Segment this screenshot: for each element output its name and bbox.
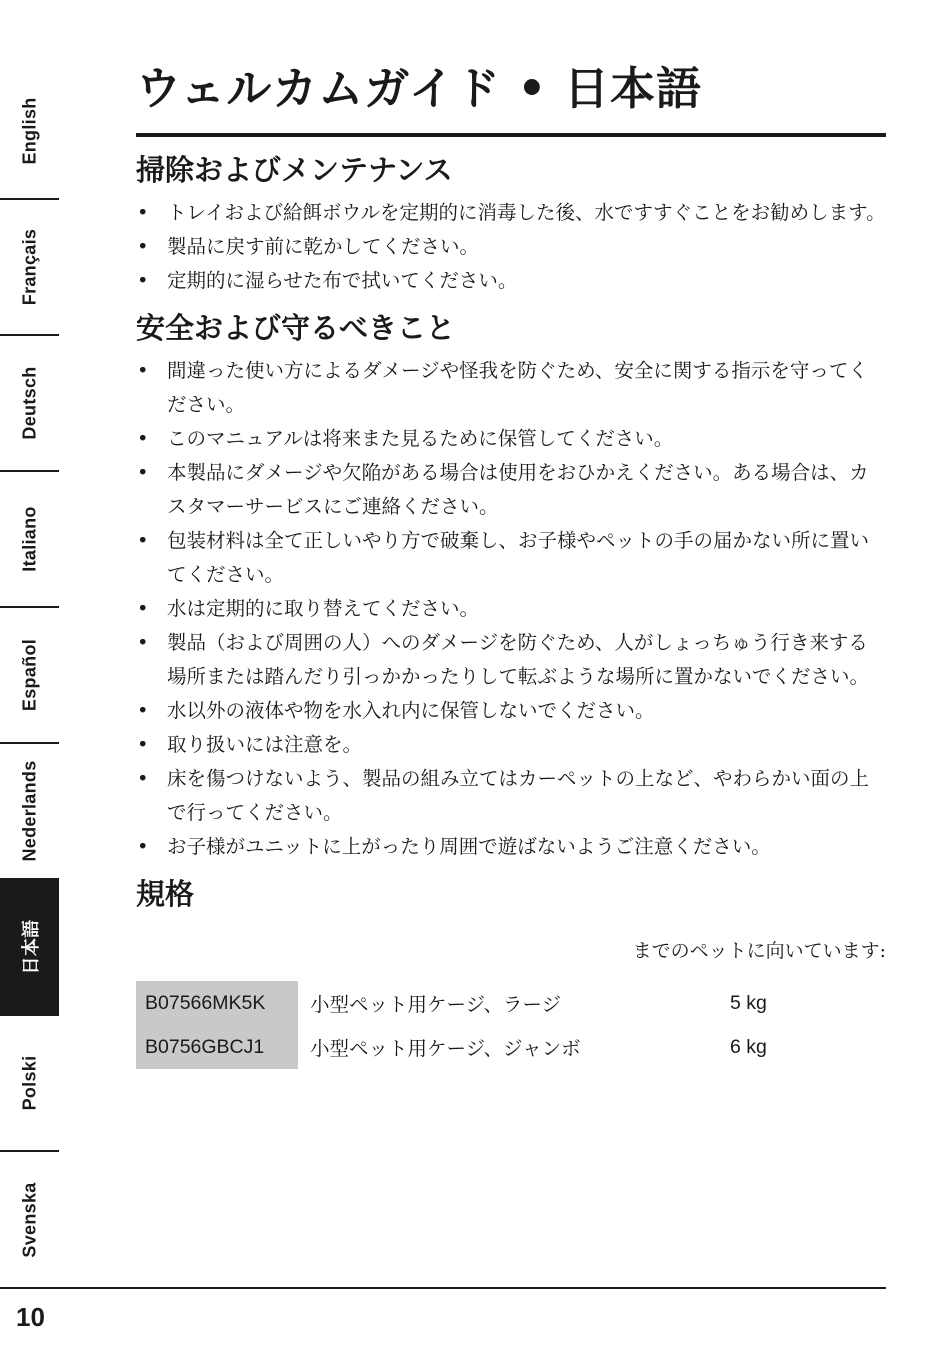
tab-espanol[interactable] xyxy=(0,608,59,744)
cleaning-list xyxy=(136,196,886,298)
tab-deutsch[interactable] xyxy=(0,336,59,472)
list-item: • 製品に戻す前に乾かしてください。 xyxy=(136,230,886,264)
title-divider xyxy=(136,133,886,137)
list-item: • 定期的に湿らせた布で拭いてください。 xyxy=(136,264,886,298)
specs-heading: 規格 xyxy=(136,877,195,911)
tab-english[interactable] xyxy=(0,64,59,200)
main-content xyxy=(136,148,886,1069)
tab-label: Svenska xyxy=(19,1182,40,1258)
safety-list xyxy=(136,354,886,864)
list-item: • 取り扱いには注意を。 xyxy=(136,728,886,762)
footer-divider xyxy=(0,1287,886,1289)
tab-label: Español xyxy=(19,638,40,712)
spec-table xyxy=(136,981,786,1069)
safety-heading: 安全および守るべきこと xyxy=(136,311,456,345)
spec-note: までのペットに向いています: xyxy=(632,940,886,962)
table-row xyxy=(136,981,786,1025)
tab-japanese[interactable] xyxy=(0,880,59,1016)
tab-label: Italiano xyxy=(19,506,40,572)
list-item: • このマニュアルは将来また見るために保管してください。 xyxy=(136,422,886,456)
table-row xyxy=(136,1025,786,1069)
tab-label: 日本語 xyxy=(21,919,41,975)
language-tabs xyxy=(0,64,59,1288)
list-item: • トレイおよび給餌ボウルを定期的に消毒した後、水ですすぐことをお勧めします。 xyxy=(136,196,886,230)
list-item: • 本製品にダメージや欠陥がある場合は使用をおひかえください。ある場合は、カスタマーサービスにご連絡ください。 xyxy=(136,456,886,524)
tab-label: Deutsch xyxy=(19,366,40,440)
tab-label: English xyxy=(19,97,40,165)
tab-italiano[interactable] xyxy=(0,472,59,608)
tab-label: Français xyxy=(19,228,40,306)
description-cell: 小型ペット用ケージ、ジャンボ xyxy=(310,1037,581,1060)
model-cell: B07566MK5K xyxy=(136,981,298,1025)
list-item: • 水は定期的に取り替えてください。 xyxy=(136,592,886,626)
tab-polski[interactable] xyxy=(0,1016,59,1152)
cleaning-heading: 掃除およびメンテナンス xyxy=(136,153,453,187)
page-number: 10 xyxy=(16,1302,45,1332)
tab-label: Nederlands xyxy=(19,760,40,862)
tab-svenska[interactable] xyxy=(0,1152,59,1288)
list-item: • 間違った使い方によるダメージや怪我を防ぐため、安全に関する指示を守ってください。 xyxy=(136,354,886,422)
list-item: • 水以外の液体や物を水入れ内に保管しないでください。 xyxy=(136,694,886,728)
description-cell: 小型ペット用ケージ、ラージ xyxy=(310,993,562,1016)
tab-francais[interactable] xyxy=(0,200,59,336)
list-item: • お子様がユニットに上がったり周囲で遊ばないようご注意ください。 xyxy=(136,830,886,864)
weight-cell: 5 kg xyxy=(730,991,767,1014)
tab-nederlands[interactable] xyxy=(0,744,59,880)
list-item: • 包装材料は全て正しいやり方で破棄し、お子様やペットの手の届かない所に置いてください。 xyxy=(136,524,886,592)
list-item: • 製品（および周囲の人）へのダメージを防ぐため、人がしょっちゅう行き来する場所または踏んだり引っかかったりして転ぶような場所に置かないでください。 xyxy=(136,626,886,694)
tab-label: Polski xyxy=(19,1055,40,1111)
weight-cell: 6 kg xyxy=(730,1035,767,1058)
model-cell: B0756GBCJ1 xyxy=(136,1025,298,1069)
page-title: ウェルカムガイド • 日本語 xyxy=(136,62,702,115)
list-item: • 床を傷つけないよう、製品の組み立てはカーペットの上など、やわらかい面の上で行ってください。 xyxy=(136,762,886,830)
